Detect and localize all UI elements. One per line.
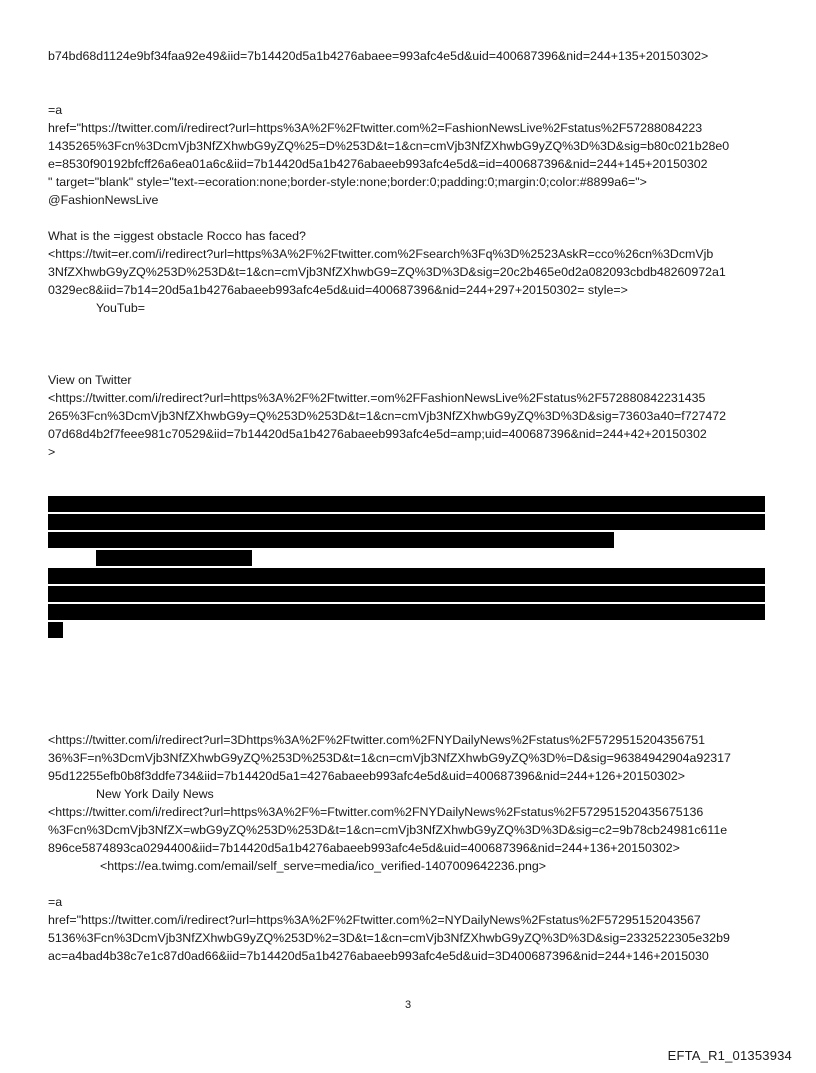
redaction-bar bbox=[48, 514, 765, 530]
text-line: > bbox=[48, 445, 56, 459]
text-line: What is the =iggest obstacle Rocco has faced? bbox=[48, 229, 306, 243]
text-line: 07d68d4b2f7feee981c70529&iid=7b14420d5a1b4276abaeeb993afc4e5d=amp;uid=400687396&nid=244+42+20150302 bbox=[48, 427, 707, 441]
text-line: 3NfZXhwbG9yZQ%253D%253D&t=1&cn=cmVjb3NfZXhwbG9=ZQ%3D%3D&sig=20c2b465e0d2a082093cbdb48260972a1 bbox=[48, 265, 726, 279]
redaction-bar bbox=[48, 604, 765, 620]
redaction-bar bbox=[48, 586, 765, 602]
redaction-bar bbox=[48, 496, 765, 512]
question-block bbox=[48, 227, 770, 317]
text-line: href="https://twitter.com/i/redirect?url=https%3A%2F%2Ftwitter.com%2=FashionNewsLive%2Fstatus%2F57288084223 bbox=[48, 121, 703, 135]
indented-text: New York Daily News bbox=[96, 787, 214, 801]
text-line: <https://twitter.com/i/redirect?url=https%3A%2F%=Ftwitter.com%2FNYDailyNews%2Fstatus%2F572951520435675136 bbox=[48, 805, 704, 819]
nydailynews-block bbox=[48, 731, 770, 875]
text-line: <https://twit=er.com/i/redirect?url=https%3A%2F%2Ftwitter.com%2Fsearch%3Fq%3D%2523AskR=cco%26cn%3DcmVjb bbox=[48, 247, 714, 261]
document-id: EFTA_R1_01353934 bbox=[667, 1048, 792, 1063]
text-line: 5136%3Fcn%3DcmVjb3NfZXhwbG9yZQ%253D%2=3D&t=1&cn=cmVjb3NfZXhwbG9yZQ%3D%3D&sig=2332522305e32b9 bbox=[48, 931, 730, 945]
redaction-bar bbox=[48, 622, 63, 638]
redaction-bar bbox=[96, 550, 252, 566]
href-block-fashionnewslive bbox=[48, 101, 770, 209]
href-block-nydailynews bbox=[48, 893, 770, 965]
text-line: 95d12255efb0b8f3ddfe734&iid=7b14420d5a1=4276abaeeb993afc4e5d&uid=400687396&nid=244+126+20150302> bbox=[48, 769, 686, 783]
indented-text: YouTub= bbox=[96, 301, 146, 315]
text-line: ac=a4bad4b38c7e1c87d0ad66&iid=7b14420d5a1b4276abaeeb993afc4e5d&uid=3D400687396&nid=244+146+2015030 bbox=[48, 949, 709, 963]
text-line: %3Fcn%3DcmVjb3NfZX=wbG9yZQ%253D%253D&t=1&cn=cmVjb3NfZXhwbG9yZQ%3D%3D&sig=c2=9b78cb24981c611e bbox=[48, 823, 728, 837]
text-line: 36%3F=n%3DcmVjb3NfZXhwbG9yZQ%253D%253D&t=1&cn=cmVjb3NfZXhwbG9yZQ%3D%=D&sig=96384942904a92317 bbox=[48, 751, 731, 765]
text-line: b74bd68d1124e9bf34faa92e49&iid=7b14420d5a1b4276abaee=993afc4e5d&uid=400687396&nid=244+135+20150302> bbox=[48, 49, 709, 63]
text-line: @FashionNewsLive bbox=[48, 193, 159, 207]
text-line: href="https://twitter.com/i/redirect?url=https%3A%2F%2Ftwitter.com%2=NYDailyNews%2Fstatus%2F57295152043567 bbox=[48, 913, 701, 927]
text-line: =a bbox=[48, 895, 63, 909]
text-line: 0329ec8&iid=7b14=20d5a1b4276abaeeb993afc4e5d&uid=400687396&nid=244+297+20150302= style=> bbox=[48, 283, 628, 297]
text-line: =a bbox=[48, 103, 63, 117]
text-line: 896ce5874893ca0294400&iid=7b14420d5a1b4276abaeeb993afc4e5d&uid=400687396&nid=244+136+20150302> bbox=[48, 841, 680, 855]
page-number: 3 bbox=[404, 999, 412, 1011]
text-line: <https://twitter.com/i/redirect?url=https%3A%2F%2Ftwitter.=om%2FFashionNewsLive%2Fstatus%2F5728808422314​35 bbox=[48, 391, 706, 405]
text-line: 1435265%3Fcn%3DcmVjb3NfZXhwbG9yZQ%25=D%253D&t=1&cn=cmVjb3NfZXhwbG9yZQ%3D%3D&sig=b80c021b28e0 bbox=[48, 139, 730, 153]
text-line: " target="blank" style="text-=ecoration:none;border-style:none;border:0;padding:0;margin:0;color:#8899a6="> bbox=[48, 175, 647, 189]
text-line: 265%3Fcn%3DcmVjb3NfZXhwbG9y=Q%253D%253D&t=1&cn=cmVjb3NfZXhwbG9yZQ%3D%3D&sig=73603a40=f727472 bbox=[48, 409, 727, 423]
url-fragment-block bbox=[48, 47, 770, 65]
redaction-bar bbox=[48, 568, 765, 584]
view-on-twitter-block bbox=[48, 371, 770, 461]
text-line: View on Twitter bbox=[48, 373, 132, 387]
indented-text: <https://ea.twimg.com/email/self_serve=media/ico_verified-1407009642236.png> bbox=[100, 859, 546, 873]
text-line: <https://twitter.com/i/redirect?url=3Dhttps%3A%2F%2Ftwitter.com%2FNYDailyNews%2Fstatus%2F5729515204356751 bbox=[48, 733, 706, 747]
redaction-bar bbox=[48, 532, 614, 548]
text-line: e=8530f90192bfcff26a6ea01a6c&iid=7b14420d5a1b4276abaeeb993afc4e5d&=id=400687396&nid=244+145+20150302 bbox=[48, 157, 708, 171]
